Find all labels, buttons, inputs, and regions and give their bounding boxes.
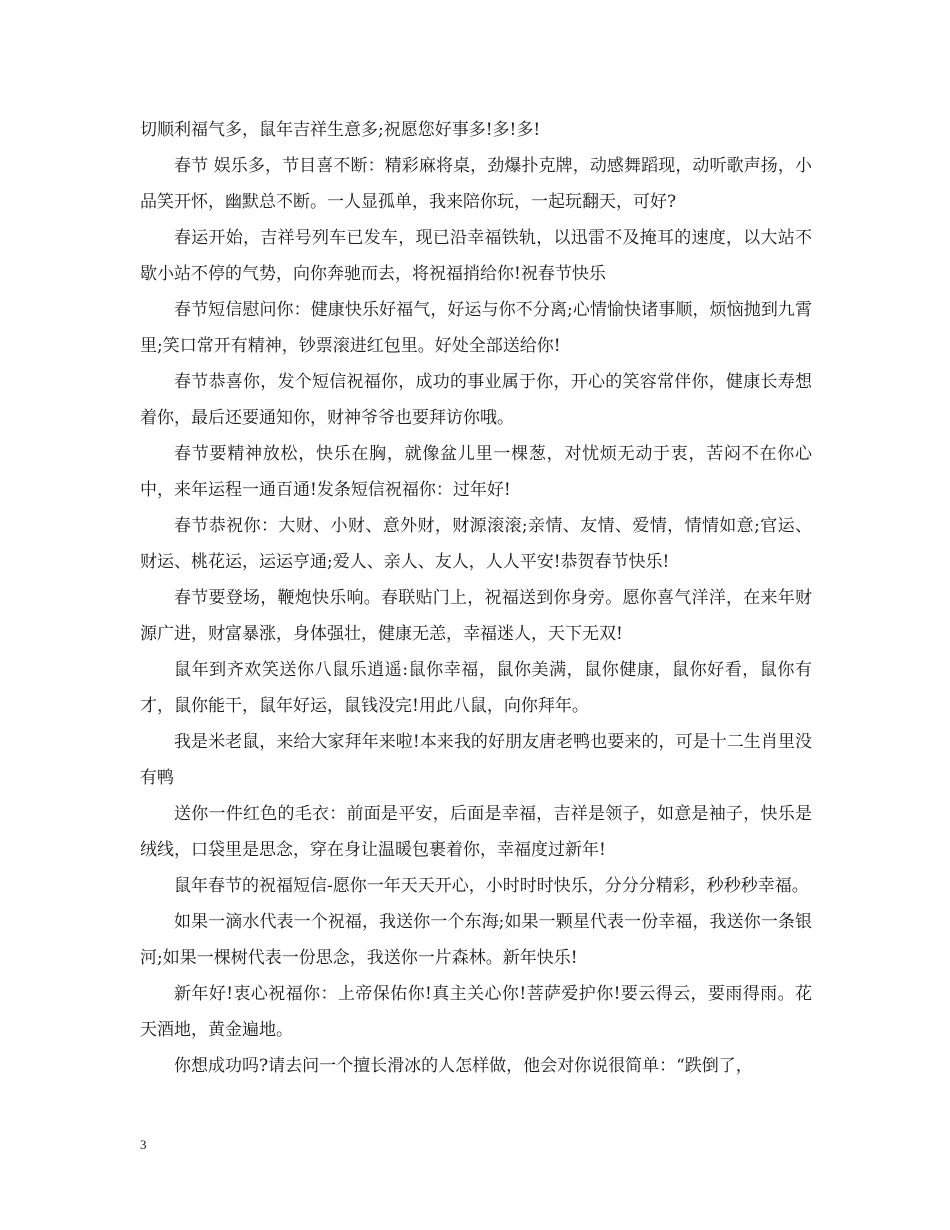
paragraph: 鼠年春节的祝福短信-愿你一年天天开心，小时时时快乐，分分分精彩，秒秒秒幸福。: [174, 876, 809, 896]
paragraph: 鼠年到齐欢笑送你八鼠乐逍遥:鼠你幸福，鼠你美满，鼠你健康，鼠你好看，鼠你有才，鼠你能干，鼠年好运，鼠钱没完!用此八鼠，向你拜年。: [140, 660, 812, 716]
paragraph: 春运开始，吉祥号列车已发车，现已沿幸福铁轨，以迅雷不及掩耳的速度，以大站不歇小站不停的气势，向你奔驰而去，将祝福捎给你!祝春节快乐: [140, 228, 812, 284]
paragraph: 春节要登场，鞭炮快乐响。春联贴门上，祝福送到你身旁。愿你喜气洋洋，在来年财源广进，财富暴涨，身体强壮，健康无恙，幸福迷人，天下无双!: [140, 588, 812, 644]
paragraph: 春节恭祝你：大财、小财、意外财，财源滚滚;亲情、友情、爱情，情情如意;官运、财运、桃花运，运运亨通;爱人、亲人、友人，人人平安!恭贺春节快乐!: [140, 516, 812, 572]
paragraph: 春节短信慰问你：健康快乐好福气，好运与你不分离;心情愉快诸事顺，烦恼抛到九霄里;笑口常开有精神，钞票滚进红包里。好处全部送给你!: [140, 300, 812, 356]
paragraph: 春节 娱乐多，节目喜不断：精彩麻将桌，劲爆扑克牌，动感舞蹈现，动听歌声扬，小品笑开怀，幽默总不断。一人显孤单，我来陪你玩，一起玩翻天，可好?: [140, 156, 812, 212]
paragraph: 切顺利福气多，鼠年吉祥生意多;祝愿您好事多!多!多!: [140, 120, 541, 140]
paragraph: 春节要精神放松，快乐在胸，就像盆儿里一棵葱，对忧烦无动于衷，苦闷不在你心中，来年运程一通百通!发条短信祝福你：过年好!: [140, 444, 812, 500]
document-body: [140, 112, 812, 1084]
paragraph: 春节恭喜你，发个短信祝福你，成功的事业属于你，开心的笑容常伴你，健康长寿想着你，最后还要通知你，财神爷爷也要拜访你哦。: [140, 372, 812, 428]
paragraph: 我是米老鼠，来给大家拜年来啦!本来我的好朋友唐老鸭也要来的，可是十二生肖里没有鸭: [140, 732, 812, 788]
paragraph: 新年好!衷心祝福你：上帝保佑你!真主关心你!菩萨爱护你!要云得云，要雨得雨。花天酒地，黄金遍地。: [140, 984, 812, 1040]
paragraph: 如果一滴水代表一个祝福，我送你一个东海;如果一颗星代表一份幸福，我送你一条银河;如果一棵树代表一份思念，我送你一片森林。新年快乐!: [140, 912, 812, 968]
paragraph: 你想成功吗?请去问一个擅长滑冰的人怎样做，他会对你说很简单：“跌倒了，: [174, 1056, 753, 1076]
page-number: 3: [140, 1137, 147, 1152]
paragraph: 送你一件红色的毛衣：前面是平安，后面是幸福，吉祥是领子，如意是袖子，快乐是绒线，口袋里是思念，穿在身让温暖包裹着你，幸福度过新年!: [140, 804, 812, 860]
